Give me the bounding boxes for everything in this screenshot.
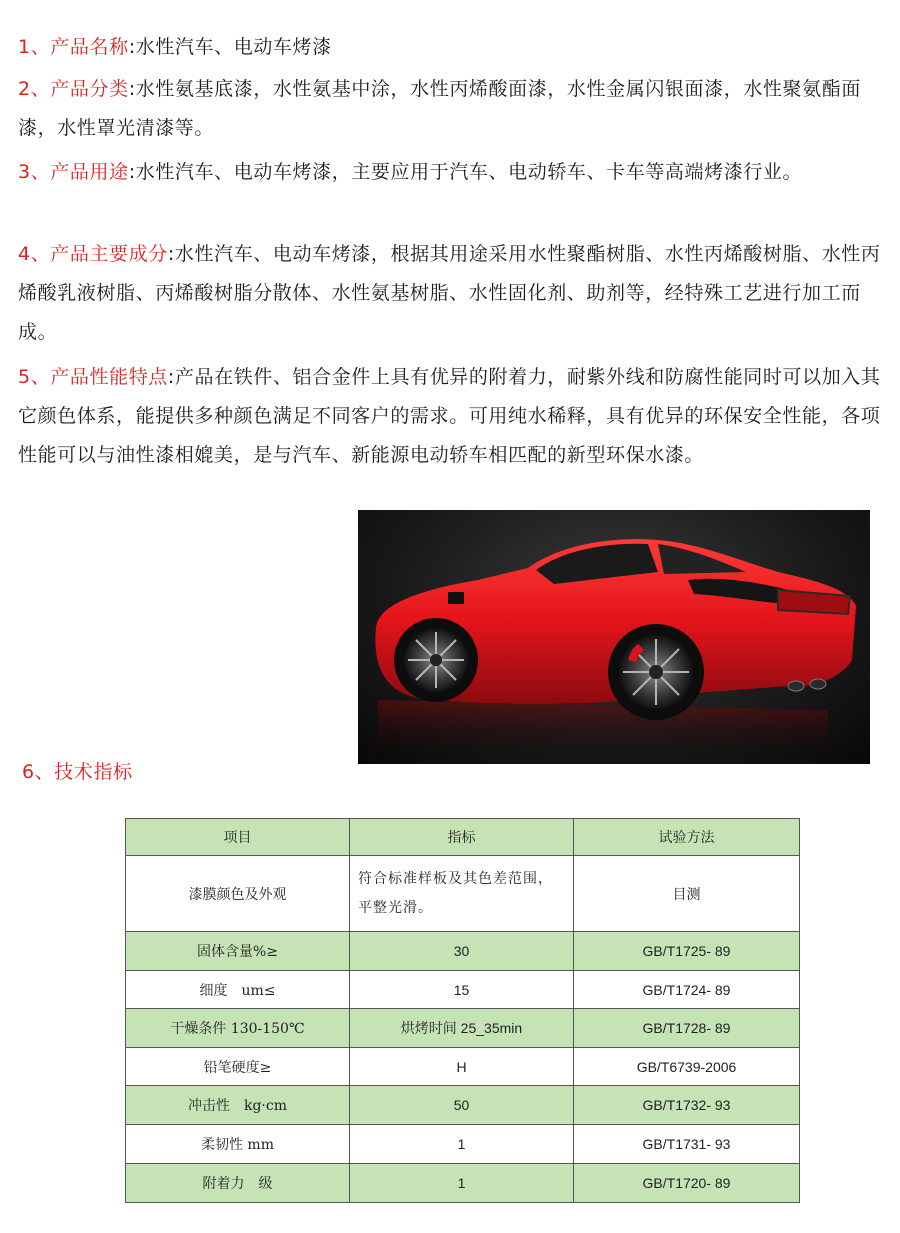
cell-spec: 50 xyxy=(350,1086,574,1125)
cell-item: 漆膜颜色及外观 xyxy=(126,856,350,932)
cell-item: 铅笔硬度≥ xyxy=(126,1048,350,1086)
section-label: 4、产品主要成分 xyxy=(18,243,168,265)
section-colon: : xyxy=(167,243,175,265)
cell-spec: 1 xyxy=(350,1125,574,1164)
section-colon: : xyxy=(128,36,136,58)
cell-item: 柔韧性 mm xyxy=(126,1125,350,1164)
table-header-row xyxy=(126,819,800,856)
cell-spec: 符合标准样板及其色差范围，平整光滑。 xyxy=(350,856,574,932)
cell-method: GB/T1724- 89 xyxy=(574,971,800,1009)
section-label: 2、产品分类 xyxy=(18,78,129,100)
section-label: 1、产品名称 xyxy=(18,36,129,58)
section-colon: : xyxy=(128,161,136,183)
section-product-usage xyxy=(18,153,884,192)
header-method: 试验方法 xyxy=(574,819,800,856)
cell-item: 附着力 级 xyxy=(126,1164,350,1203)
cell-item: 细度 um≤ xyxy=(126,971,350,1009)
section-product-name xyxy=(18,28,884,67)
cell-item: 固体含量%≥ xyxy=(126,932,350,971)
cell-spec: 1 xyxy=(350,1164,574,1203)
table-row xyxy=(126,971,800,1009)
cell-item: 冲击性 kg·cm xyxy=(126,1086,350,1125)
cell-spec: 15 xyxy=(350,971,574,1009)
section-main-ingredients xyxy=(18,235,884,352)
header-item: 项目 xyxy=(126,819,350,856)
section-text: 水性汽车、电动车烤漆，主要应用于汽车、电动轿车、卡车等高端烤漆行业。 xyxy=(135,161,803,183)
red-car-photo xyxy=(358,510,870,764)
cell-method: GB/T6739-2006 xyxy=(574,1048,800,1086)
cell-item: 干燥条件 130-150℃ xyxy=(126,1009,350,1048)
cell-method: 目测 xyxy=(574,856,800,932)
cell-method: GB/T1728- 89 xyxy=(574,1009,800,1048)
table-row xyxy=(126,932,800,971)
cell-spec: H xyxy=(350,1048,574,1086)
table-row xyxy=(126,1086,800,1125)
section-text: 水性汽车、电动车烤漆 xyxy=(135,36,332,58)
cell-method: GB/T1720- 89 xyxy=(574,1164,800,1203)
table-row xyxy=(126,1125,800,1164)
header-spec: 指标 xyxy=(350,819,574,856)
section-colon: : xyxy=(128,78,136,100)
cell-method: GB/T1725- 89 xyxy=(574,932,800,971)
technical-spec-table xyxy=(125,818,800,1203)
cell-spec: 30 xyxy=(350,932,574,971)
car-illustration xyxy=(358,510,870,764)
table-row xyxy=(126,856,800,932)
cell-spec: 烘烤时间 25_35min xyxy=(350,1009,574,1048)
section-performance-features xyxy=(18,358,884,475)
section-text: 产品在铁件、铝合金件上具有优异的附着力，耐紫外线和防腐性能同时可以加入其它颜色体系，能提供多种颜色满足不同客户的需求。可用纯水稀释，具有优异的环保安全性能，各项性能可以与油性漆相媲美，是与汽车、新能源电动轿车相匹配的新型环保水漆。 xyxy=(18,366,881,466)
section-text: 水性汽车、电动车烤漆，根据其用途采用水性聚酯树脂、水性丙烯酸树脂、水性丙烯酸乳液树脂、丙烯酸树脂分散体、水性氨基树脂、水性固化剂、助剂等，经特殊工艺进行加工而成。 xyxy=(18,243,881,343)
table-row xyxy=(126,1164,800,1203)
table-row xyxy=(126,1009,800,1048)
section-colon: : xyxy=(167,366,175,388)
section-6-title: 6、技术指标 xyxy=(22,761,133,783)
section-label: 5、产品性能特点 xyxy=(18,366,168,388)
section-text: 水性氨基底漆，水性氨基中涂，水性丙烯酸面漆，水性金属闪银面漆，水性聚氨酯面漆，水性罩光清漆等。 xyxy=(18,78,861,139)
section-label: 3、产品用途 xyxy=(18,161,129,183)
table-row xyxy=(126,1048,800,1086)
section-product-category xyxy=(18,70,884,148)
cell-method: GB/T1731- 93 xyxy=(574,1125,800,1164)
cell-method: GB/T1732- 93 xyxy=(574,1086,800,1125)
